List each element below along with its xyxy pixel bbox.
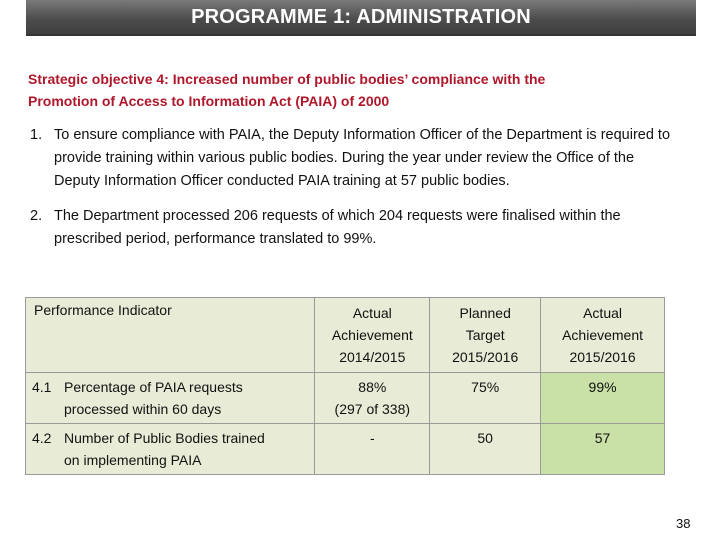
indicator-label: on implementing PAIA: [64, 452, 202, 468]
list-item-text: To ensure compliance with PAIA, the Deputy Information Officer of the Department is required to provide training within various public bodies. During the year under review the Office of the Deputy Information Officer conducted PAIA training at 57 public bodies.: [54, 127, 671, 189]
actual-prev-cell: 88% (297 of 338): [315, 373, 430, 424]
indicator-label: Number of Public Bodies trained: [64, 430, 265, 446]
list-item-number: 2.: [30, 208, 43, 224]
header-actual-2015: Actual Achievement 2015/2016: [541, 298, 665, 373]
objective-line-1: Strategic objective 4: Increased number of public bodies’ compliance with the: [28, 71, 546, 87]
page-number: 38: [676, 516, 691, 531]
table-header-row: [26, 298, 665, 373]
indicator-number: 4.2: [32, 430, 52, 446]
list-item: [30, 124, 680, 193]
indicator-number: 4.1: [32, 379, 52, 395]
actual-cell: 99%: [541, 373, 665, 424]
indicator-label: processed within 60 days: [64, 401, 222, 417]
strategic-objective: [28, 68, 688, 112]
indicator-label: Percentage of PAIA requests: [64, 379, 243, 395]
planned-cell: 50: [430, 424, 541, 475]
indicator-cell: [26, 373, 315, 424]
header-planned-2015: Planned Target 2015/2016: [430, 298, 541, 373]
list-item: [30, 205, 680, 251]
list-item-number: 1.: [30, 127, 43, 143]
table-row: [26, 424, 665, 475]
list-item-text: The Department processed 206 requests of which 204 requests were finalised within the prescribed period, performance translated to 99%.: [54, 208, 621, 247]
table-row: [26, 373, 665, 424]
title-bar: [26, 0, 696, 36]
planned-cell: 75%: [430, 373, 541, 424]
header-actual-2014: Actual Achievement 2014/2015: [315, 298, 430, 373]
numbered-list: [30, 124, 680, 251]
objective-line-2: Promotion of Access to Information Act (PAIA) of 2000: [28, 93, 390, 109]
performance-table: [25, 297, 665, 475]
header-performance-indicator: Performance Indicator: [26, 298, 315, 373]
indicator-cell: [26, 424, 315, 475]
actual-cell: 57: [541, 424, 665, 475]
page-title: PROGRAMME 1: ADMINISTRATION: [191, 5, 531, 28]
actual-prev-cell: -: [315, 424, 430, 475]
